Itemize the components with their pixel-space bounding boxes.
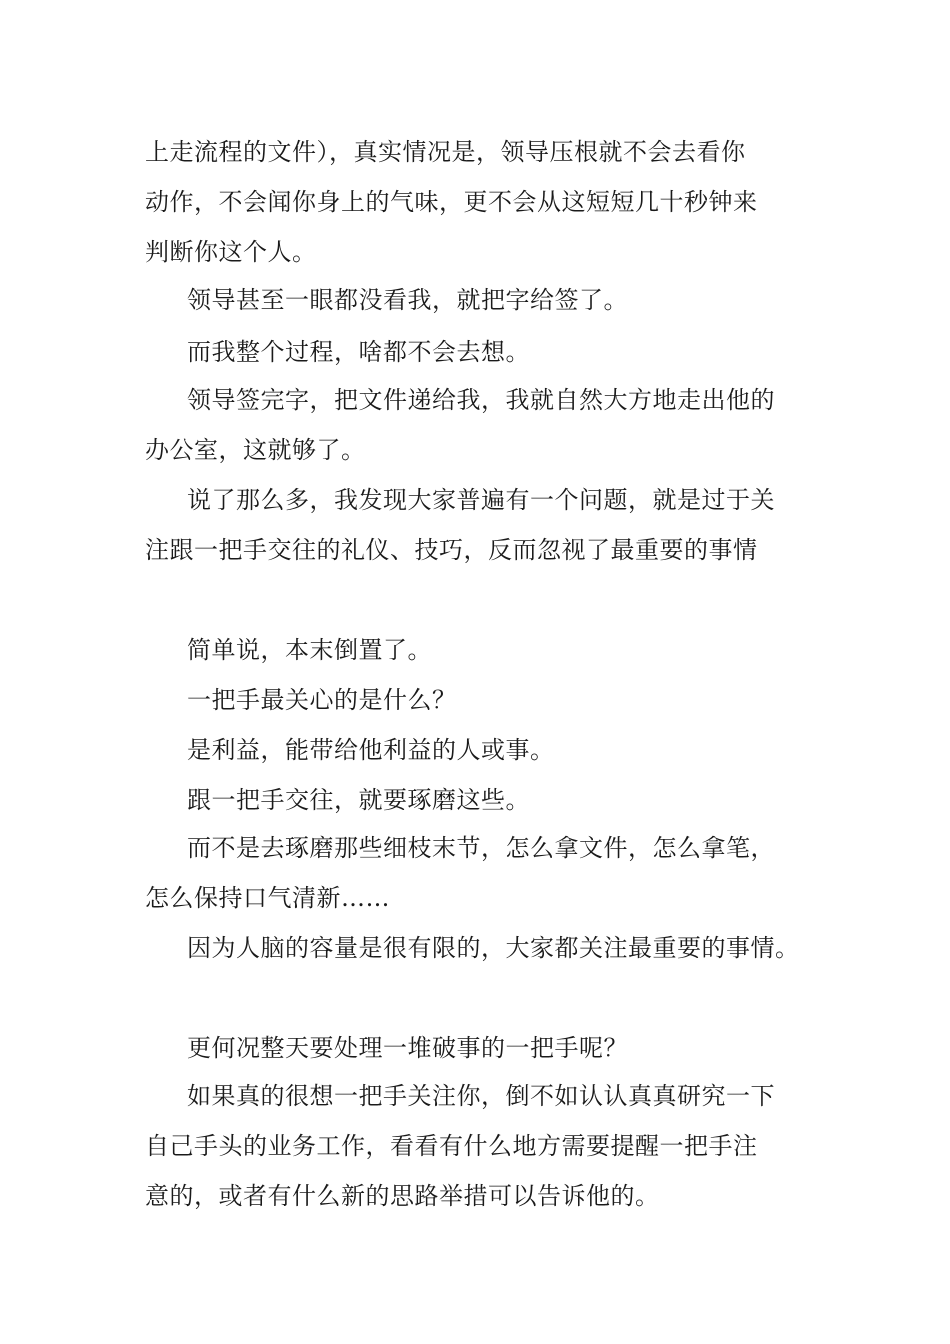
text-line: 而我整个过程，啥都不会去想。 <box>187 338 530 366</box>
text-line: 办公室，这就够了。 <box>145 436 366 464</box>
text-line: 是利益，能带给他利益的人或事。 <box>187 736 555 764</box>
text-line: 跟一把手交往，就要琢磨这些。 <box>187 786 530 814</box>
text-line: 领导甚至一眼都没看我，就把字给签了。 <box>187 286 628 314</box>
text-line: 因为人脑的容量是很有限的，大家都关注最重要的事情。 <box>187 934 800 962</box>
text-line: 更何况整天要处理一堆破事的一把手呢？ <box>187 1034 628 1062</box>
text-line: 判断你这个人。 <box>145 238 317 266</box>
text-line: 如果真的很想一把手关注你，倒不如认认真真研究一下 <box>187 1082 775 1110</box>
text-line: 领导签完字，把文件递给我，我就自然大方地走出他的 <box>187 386 775 414</box>
text-line: 而不是去琢磨那些细枝末节，怎么拿文件，怎么拿笔， <box>187 834 775 862</box>
text-line: 简单说，本末倒置了。 <box>187 636 432 664</box>
text-line: 动作，不会闻你身上的气味，更不会从这短短几十秒钟来 <box>145 188 758 216</box>
text-line: 注跟一把手交往的礼仪、技巧，反而忽视了最重要的事情 <box>145 536 758 564</box>
text-line: 怎么保持口气清新…… <box>145 884 390 912</box>
text-line: 自己手头的业务工作，看看有什么地方需要提醒一把手注 <box>145 1132 758 1160</box>
text-line: 上走流程的文件），真实情况是，领导压根就不会去看你 <box>145 138 746 166</box>
text-line: 说了那么多，我发现大家普遍有一个问题，就是过于关 <box>187 486 775 514</box>
text-line: 一把手最关心的是什么？ <box>187 686 457 714</box>
text-line: 意的，或者有什么新的思路举措可以告诉他的。 <box>145 1182 660 1210</box>
